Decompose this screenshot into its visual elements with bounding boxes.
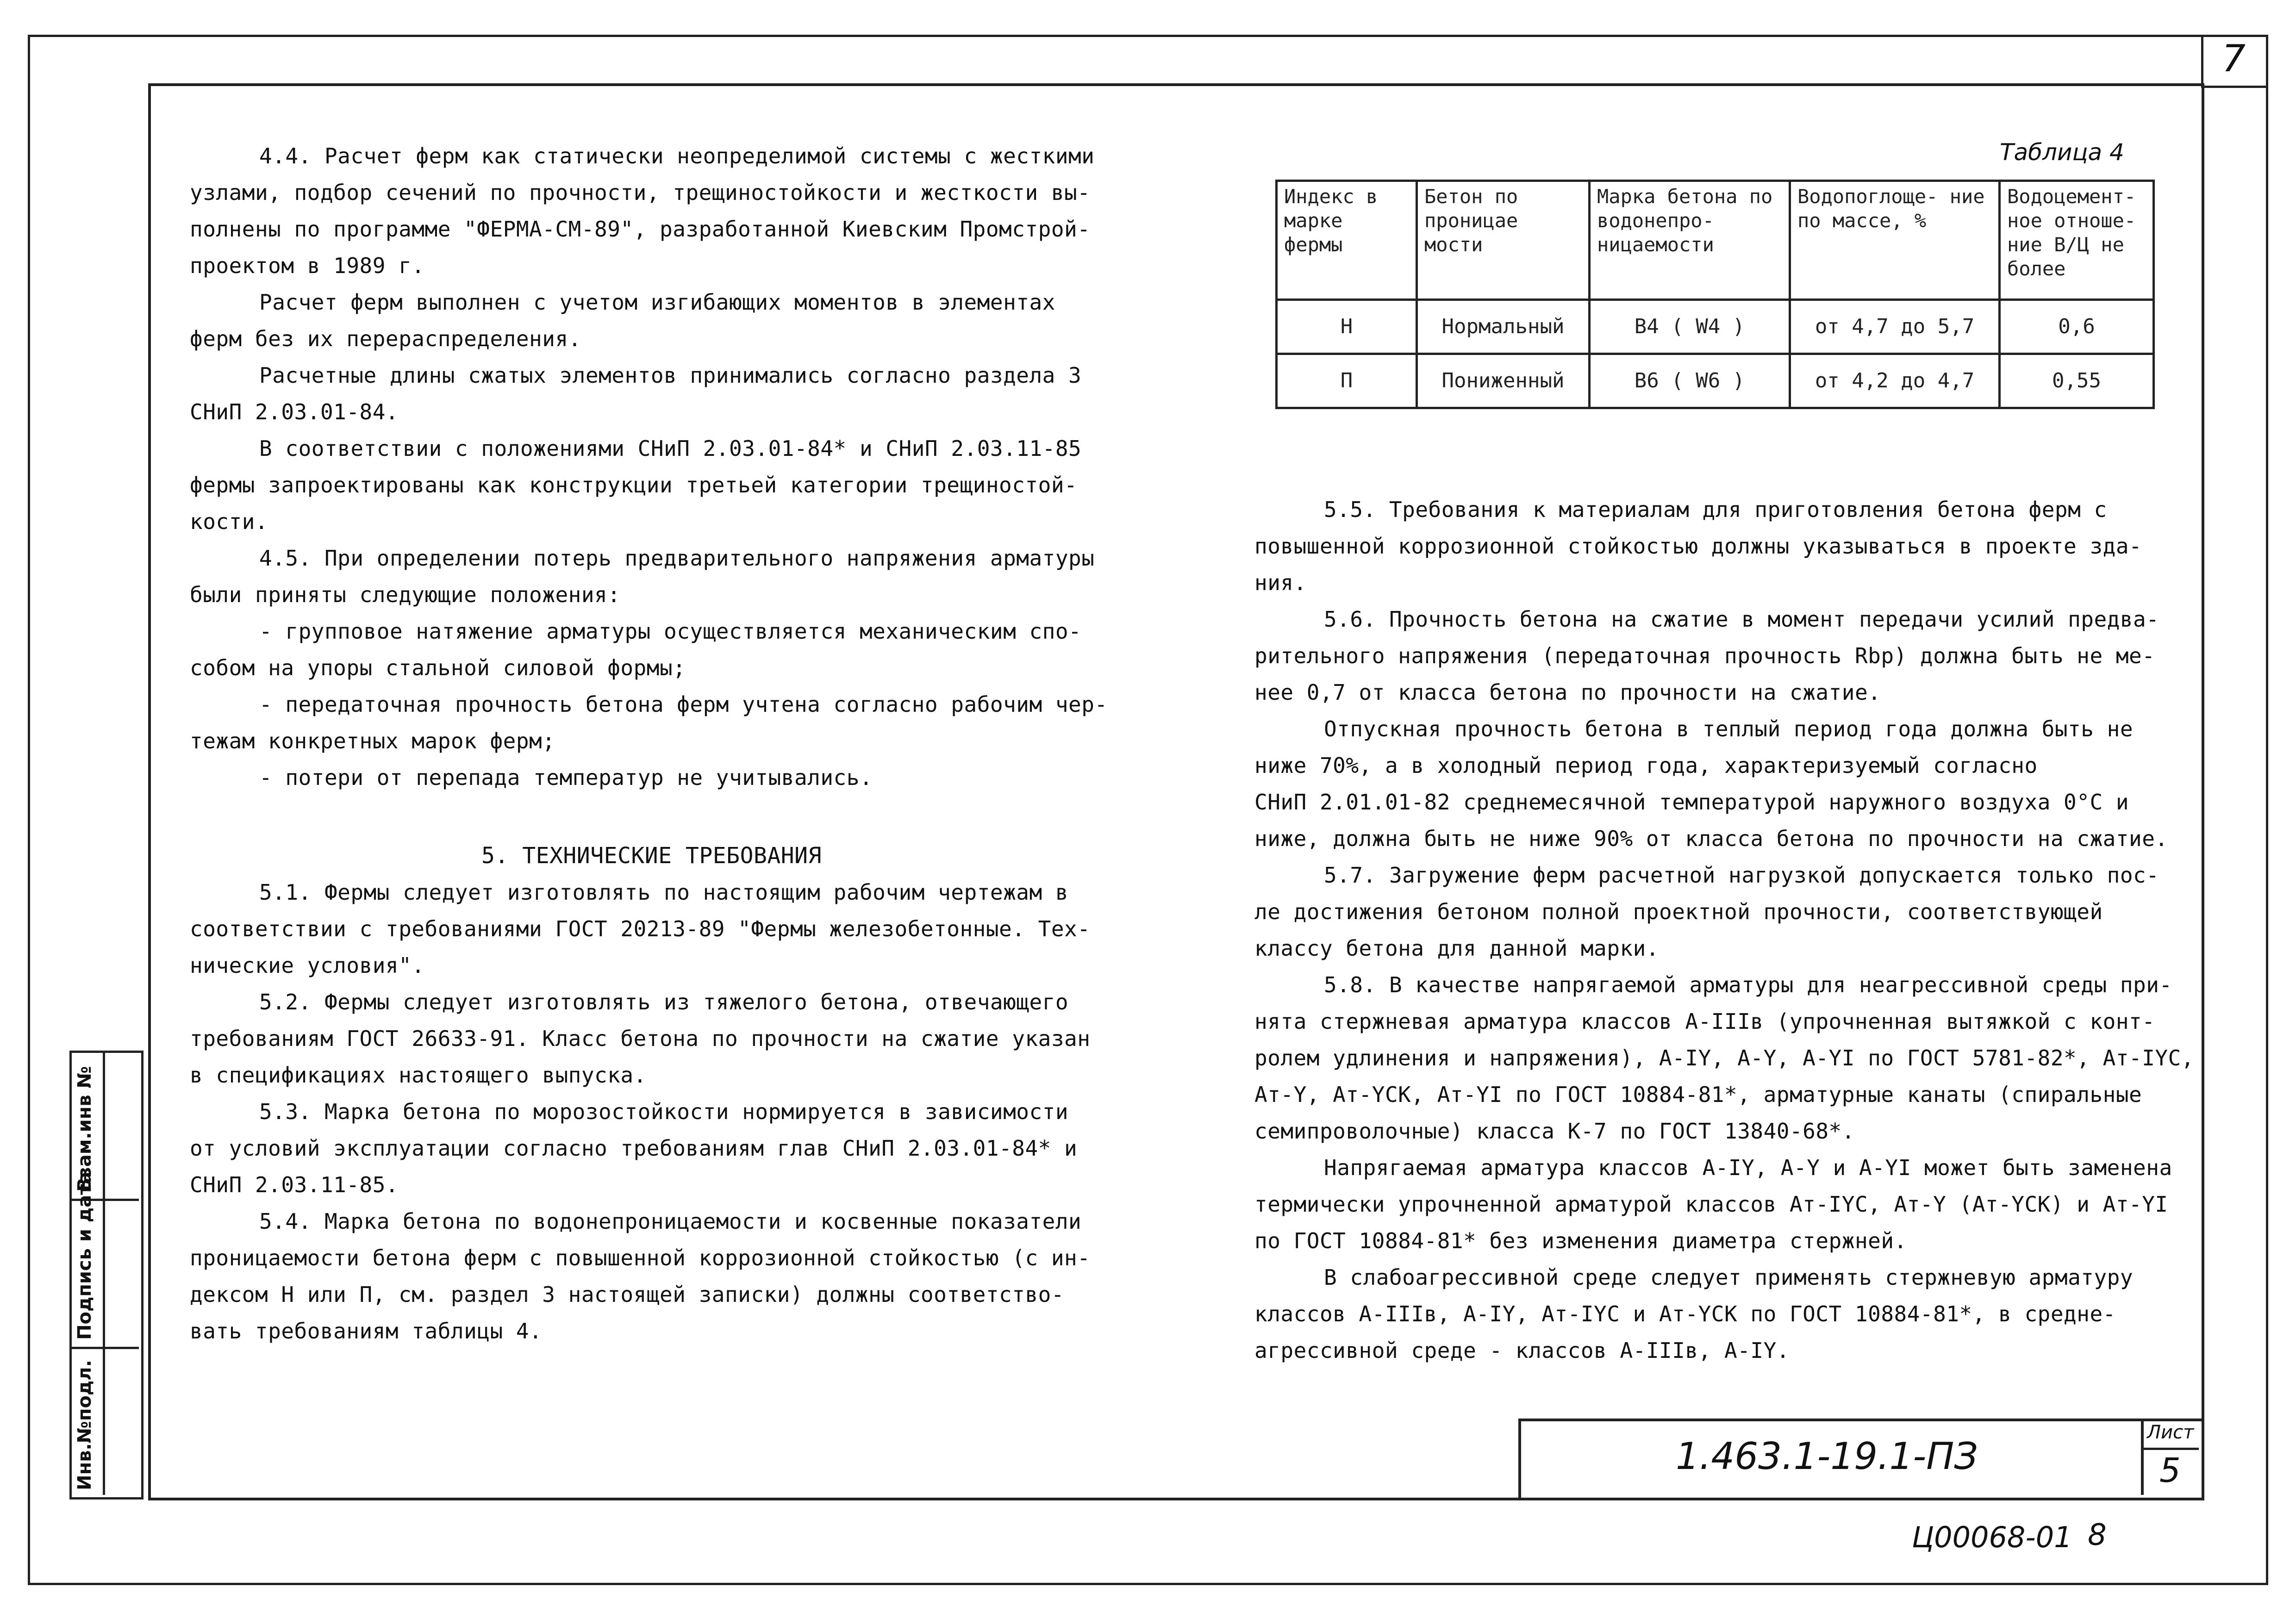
table-header-cell: Индекс в марке фермы — [1277, 181, 1417, 300]
right-line: ния. — [1254, 570, 1307, 595]
left-line: полнены по программе "ФЕРМА-СМ-89", разработанной Киевским Промстрой- — [190, 217, 1091, 242]
left-line: ферм без их перераспределения. — [190, 326, 581, 351]
right-line: 5.6. Прочность бетона на сжатие в момент передачи усилий предва- — [1324, 607, 2159, 632]
left-line: Расчетные длины сжатых элементов принимались согласно раздела 3 — [259, 363, 1082, 388]
right-line: нее 0,7 от класса бетона по прочности на сжатие. — [1254, 680, 1881, 705]
section-title: 5. ТЕХНИЧЕСКИЕ ТРЕБОВАНИЯ — [481, 843, 822, 869]
left-line: Расчет ферм выполнен с учетом изгибающих моментов в элементах — [259, 290, 1055, 315]
left-line: требованиям ГОСТ 26633-91. Класс бетона по прочности на сжатие указан — [190, 1026, 1091, 1051]
table-header-cell: Бетон по проницае мости — [1417, 181, 1590, 300]
table-cell: В4 ( W4 ) — [1590, 300, 1790, 354]
table-header-cell: Водоцемент- ное отноше- ние В/Ц не более — [2000, 181, 2154, 300]
table-cell: от 4,2 до 4,7 — [1790, 354, 2000, 408]
left-line: были приняты следующие положения: — [190, 582, 621, 607]
right-line: семипроволочные) класса К-7 по ГОСТ 13840-68*. — [1254, 1119, 1855, 1144]
right-line: СНиП 2.01.01-82 среднемесячной температурой наружного воздуха 0°С и — [1254, 790, 2129, 815]
table-header-row — [1277, 181, 2154, 300]
left-line: от условий эксплуатации согласно требованиям глав СНиП 2.03.01-84* и — [190, 1136, 1078, 1161]
left-line: соответствии с требованиями ГОСТ 20213-89 "Фермы железобетонные. Тех- — [190, 916, 1091, 941]
table-cell: 0,6 — [2000, 300, 2154, 354]
right-line: ролем удлинения и напряжения), А-IY, А-Y, А-YI по ГОСТ 5781-82*, Ат-IYС, — [1254, 1045, 2194, 1070]
corner-number: 7 — [2222, 37, 2246, 80]
left-line: СНиП 2.03.11-85. — [190, 1172, 399, 1197]
left-line: нические условия". — [190, 953, 425, 978]
right-line: Напрягаемая арматура классов А-IY, А-Y и А-YI может быть заменена — [1324, 1155, 2172, 1180]
left-line: 5.1. Фермы следует изготовлять по настоящим рабочим чертежам в — [259, 880, 1069, 905]
stamp-divider — [2141, 1419, 2144, 1495]
stamp-sheet-number: 5 — [2159, 1451, 2181, 1490]
table-cell: от 4,7 до 5,7 — [1790, 300, 2000, 354]
left-column — [190, 138, 1116, 1350]
right-line: ниже, должна быть не ниже 90% от класса бетона по прочности на сжатие. — [1254, 826, 2168, 851]
side-stamp-signature-date: Подпись и дата — [74, 1171, 95, 1340]
left-line: проницаемости бетона ферм с повышенной коррозионной стойкостью (с ин- — [190, 1245, 1091, 1270]
right-line: рительного напряжения (передаточная прочность Rbp) должна быть не ме- — [1254, 643, 2155, 668]
left-line: в спецификациях настоящего выпуска. — [190, 1063, 647, 1088]
page-number: 8 — [2088, 1518, 2107, 1552]
right-line: Ат-Y, Ат-YСК, Ат-YI по ГОСТ 10884-81*, арматурные канаты (спиральные — [1254, 1082, 2142, 1107]
right-line: агрессивной среде - классов А-IIIв, А-IY. — [1254, 1338, 1790, 1363]
archive-code: Ц00068-01 — [1912, 1520, 2072, 1554]
right-line: по ГОСТ 10884-81* без изменения диаметра стержней. — [1254, 1228, 1907, 1253]
left-line: В соответствии с положениями СНиП 2.03.01-84* и СНиП 2.03.11-85 — [259, 436, 1082, 461]
right-line: ле достижения бетоном полной проектной прочности, соответствующей — [1254, 899, 2103, 924]
left-line: - передаточная прочность бетона ферм учтена согласно рабочим чер- — [259, 692, 1108, 717]
right-line: ниже 70%, а в холодный период года, характеризуемый согласно — [1254, 753, 2038, 778]
left-line: - групповое натяжение арматуры осуществляется механическим спо- — [259, 619, 1082, 644]
left-line: кости. — [190, 509, 268, 534]
stamp-sheet-divider — [2141, 1448, 2199, 1450]
left-line: узлами, подбор сечений по прочности, трещиностойкости и жесткости вы- — [190, 180, 1091, 205]
table-cell: Нормальный — [1417, 300, 1590, 354]
right-line: 5.8. В качестве напрягаемой арматуры для неагрессивной среды при- — [1324, 972, 2172, 997]
right-line: термически упрочненной арматурой классов Ат-IYС, Ат-Y (Ат-YСК) и Ат-YI — [1254, 1192, 2168, 1217]
left-line: проектом в 1989 г. — [190, 253, 425, 278]
left-line: 5.4. Марка бетона по водонепроницаемости и косвенные показатели — [259, 1209, 1082, 1234]
stamp-sheet-label: Лист — [2147, 1422, 2194, 1443]
right-line: В слабоагрессивной среде следует применять стержневую арматуру — [1324, 1265, 2134, 1290]
left-line: - потери от перепада температур не учитывались. — [259, 765, 873, 790]
table-row — [1277, 354, 2154, 408]
left-line: вать требованиям таблицы 4. — [190, 1319, 543, 1344]
side-stamp-inv-no: Инв.№подл. — [74, 1360, 95, 1490]
right-line: нята стержневая арматура классов А-IIIв (упрочненная вытяжкой с конт- — [1254, 1009, 2155, 1034]
table-cell: 0,55 — [2000, 354, 2154, 408]
table-header-cell: Марка бетона по водонепро- ницаемости — [1590, 181, 1790, 300]
table-4 — [1275, 180, 2155, 409]
right-column — [1254, 492, 2194, 1369]
left-line: СНиП 2.03.01-84. — [190, 399, 399, 424]
right-line: Отпускная прочность бетона в теплый период года должна быть не — [1324, 716, 2134, 741]
left-line: тежам конкретных марок ферм; — [190, 728, 555, 753]
right-line: 5.7. Загружение ферм расчетной нагрузкой допускается только пос- — [1324, 863, 2159, 888]
table-cell: П — [1277, 354, 1417, 408]
left-line: 4.5. При определении потерь предварительного напряжения арматуры — [259, 546, 1095, 571]
table-row — [1277, 300, 2154, 354]
right-line: 5.5. Требования к материалам для приготовления бетона ферм с — [1324, 497, 2107, 522]
left-line: 4.4. Расчет ферм как статически неопределимой системы с жесткими — [259, 143, 1095, 168]
side-stamp-divider — [103, 1051, 105, 1495]
side-stamp-row-2 — [69, 1347, 139, 1349]
right-line: классу бетона для данной марки. — [1254, 936, 1660, 961]
left-line: 5.3. Марка бетона по морозостойкости нормируется в зависимости — [259, 1099, 1069, 1124]
stamp-designation: 1.463.1-19.1-ПЗ — [1676, 1435, 1978, 1478]
side-stamp-replaced-inv: Взам.инв № — [74, 1066, 95, 1192]
left-line: 5.2. Фермы следует изготовлять из тяжелого бетона, отвечающего — [259, 989, 1069, 1014]
table-header-cell: Водопоглоще- ние по массе, % — [1790, 181, 2000, 300]
left-line: собом на упоры стальной силовой формы; — [190, 655, 686, 680]
table-cell: Пониженный — [1417, 354, 1590, 408]
table-cell: Н — [1277, 300, 1417, 354]
left-line: дексом Н или П, см. раздел 3 настоящей записки) должны соответство- — [190, 1282, 1065, 1307]
table-cell: В6 ( W6 ) — [1590, 354, 1790, 408]
right-line: повышенной коррозионной стойкостью должны указываться в проекте зда- — [1254, 534, 2142, 559]
left-line: фермы запроектированы как конструкции третьей категории трещиностой- — [190, 473, 1078, 498]
right-line: классов А-IIIв, А-IY, Ат-IYС и Ат-YСК по ГОСТ 10884-81*, в средне- — [1254, 1301, 2116, 1326]
table-caption: Таблица 4 — [2000, 139, 2124, 166]
